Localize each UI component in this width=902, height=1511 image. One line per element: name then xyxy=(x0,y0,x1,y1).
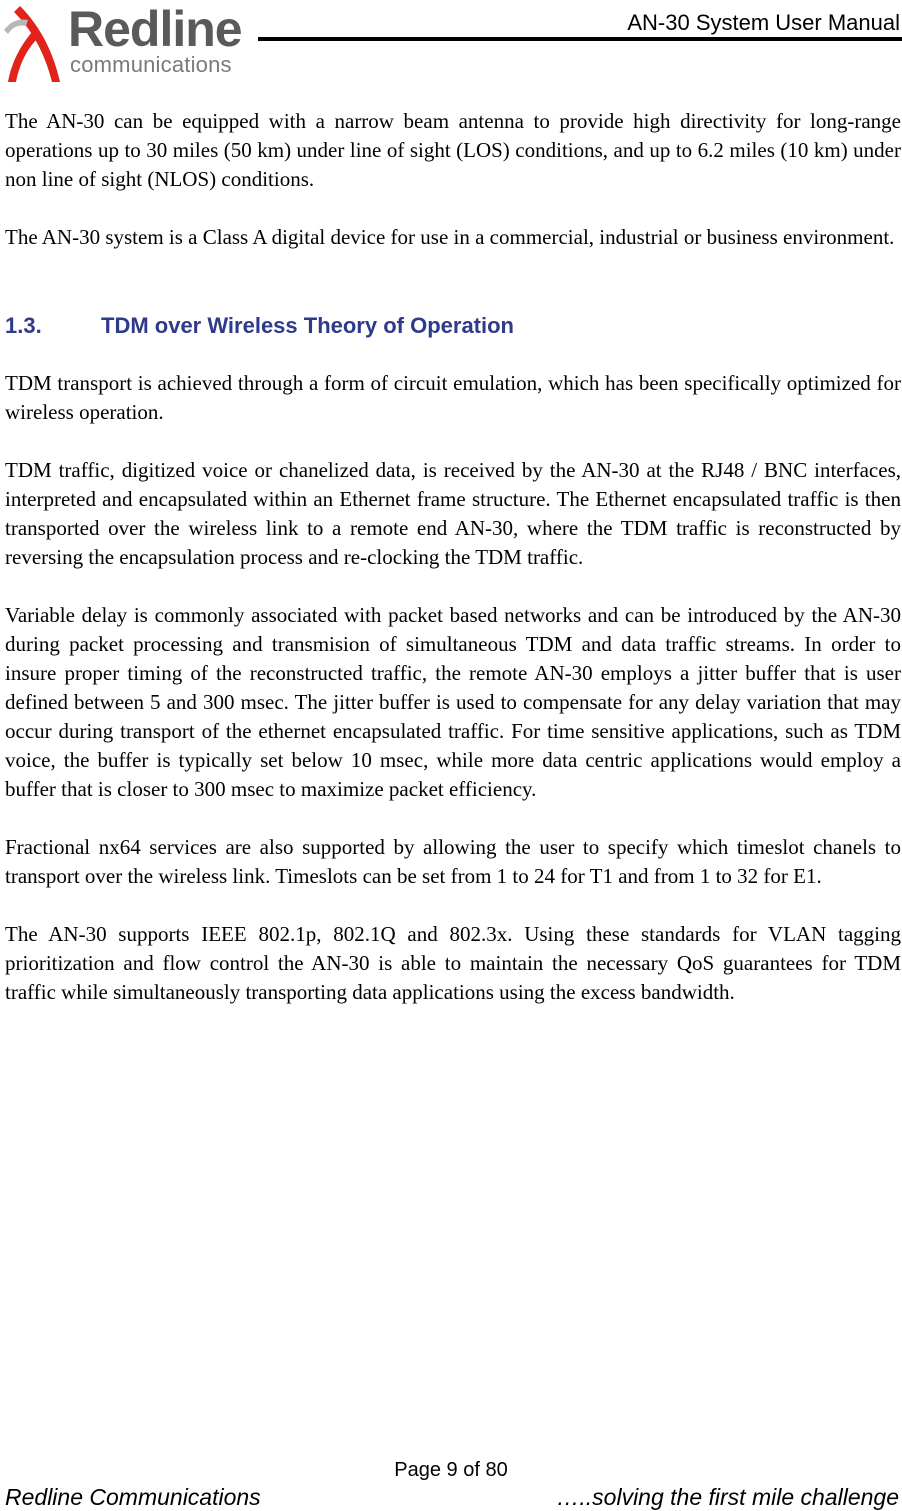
paragraph-encapsulation: TDM traffic, digitized voice or chanelized data, is received by the AN-30 at the RJ48 / BNC interfaces, interpreted and encapsulated within an Ethernet frame structure. The Ethernet encapsulated traffic is then transported over the wireless link to a remote end AN-30, where the TDM traffic is reconstructed by reversing the encapsulation process and re-clocking the TDM traffic. xyxy=(5,458,901,569)
redline-swoosh-icon xyxy=(2,2,64,86)
logo-brand-text: Redline xyxy=(68,1,242,57)
page-number: Page 9 of 80 xyxy=(394,1459,508,1481)
intro-paragraph-class-a: The AN-30 system is a Class A digital device for use in a commercial, industrial or business environment. xyxy=(5,225,895,249)
paragraph-qos-standards: The AN-30 supports IEEE 802.1p, 802.1Q and 802.3x. Using these standards for VLAN tagging prioritization and flow control the AN-30 is able to maintain the necessary QoS guarantees for TDM traffic while simultaneously transporting data applications using the excess bandwidth. xyxy=(5,922,901,1004)
document-title: AN-30 System User Manual xyxy=(627,10,900,35)
paragraph-fractional-services: Fractional nx64 services are also supported by allowing the user to specify which timeslot chanels to transport over the wireless link. Timeslots can be set from 1 to 24 for T1 and from 1 to 32 for E1. xyxy=(5,835,901,888)
section-heading xyxy=(5,310,901,342)
paragraph-jitter-buffer: Variable delay is commonly associated with packet based networks and can be introduced by the AN-30 during packet processing and transmision of simultaneous TDM and data traffic streams. In order to insure proper timing of the reconstructed traffic, the remote AN-30 employs a jitter buffer that is user defined between 5 and 300 msec. The jitter buffer is used to compensate for any delay variation that may occur during transport of the ethernet encapsulated traffic. For time sensitive applications, such as TDM voice, the buffer is typically set below 10 msec, while more data centric applications would employ a buffer that is closer to 300 msec to maximize packet efficiency. xyxy=(5,603,901,801)
section-title: TDM over Wireless Theory of Operation xyxy=(101,313,514,338)
footer-company: Redline Communications xyxy=(5,1484,261,1510)
header-rule xyxy=(258,37,902,41)
logo-tagline-text: communications xyxy=(70,52,232,77)
paragraph-circuit-emulation: TDM transport is achieved through a form of circuit emulation, which has been specifically optimized for wireless operation. xyxy=(5,371,901,424)
page-content xyxy=(5,107,901,1036)
redline-logo xyxy=(2,0,254,88)
footer-slogan: …..solving the first mile challenge xyxy=(556,1484,899,1510)
page-header xyxy=(0,0,902,90)
intro-paragraph-antenna: The AN-30 can be equipped with a narrow beam antenna to provide high directivity for long-range operations up to 30 miles (50 km) under line of sight (LOS) conditions, and up to 6.2 miles (10 km) under non line of sight (NLOS) conditions. xyxy=(5,109,901,191)
section-number: 1.3. xyxy=(5,313,42,338)
